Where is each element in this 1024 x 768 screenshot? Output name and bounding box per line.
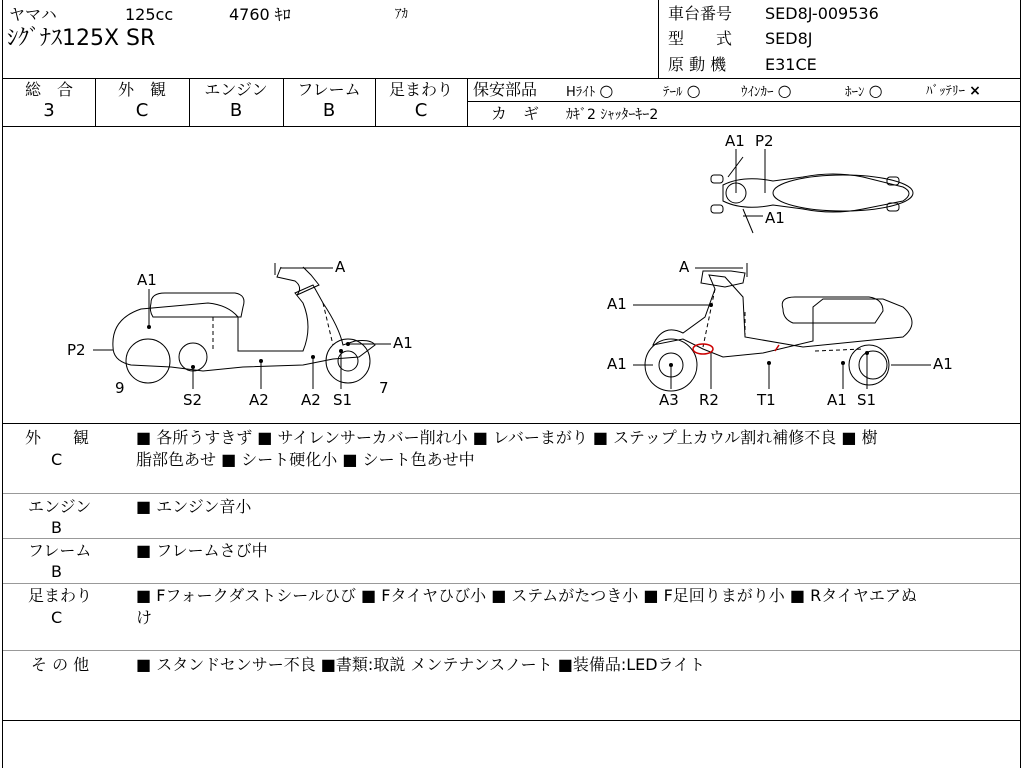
remark-line: ■ エンジン音小: [136, 497, 252, 516]
grade-exterior: C: [135, 100, 149, 121]
rule: [3, 583, 1020, 584]
left-label: S2: [183, 391, 203, 409]
rule-bottom: [3, 720, 1020, 721]
remark-grade-frame: B: [51, 562, 62, 581]
left-label: A1: [137, 271, 157, 289]
left-label: A2: [301, 391, 321, 409]
remark-text-frame: [136, 540, 268, 562]
frame-no-label: 車台番号: [668, 4, 733, 23]
grade-divider: [467, 78, 468, 126]
left-label: A2: [249, 391, 269, 409]
remark-title-suspension: 足まわり: [28, 586, 93, 605]
left-label: 7: [379, 379, 389, 397]
remark-line: ■ Fフォークダストシールひび ■ Fタイヤひび小 ■ ステムがたつき小 ■ F足回りまがり小 ■ Rタイヤエアぬ: [136, 586, 917, 605]
safety-headlight: Hﾗｲﾄ ○: [566, 81, 614, 100]
type-value: SED8J: [765, 29, 813, 48]
top-view-labels: [725, 132, 785, 227]
inspection-sheet: [2, 0, 1021, 768]
left-label: S1: [333, 391, 353, 409]
top-label: P2: [755, 132, 774, 150]
rule-header: [3, 78, 1020, 79]
remark-grade-exterior: C: [51, 450, 63, 469]
remark-title-exterior: 外 観: [25, 428, 90, 447]
right-label: A1: [933, 355, 953, 373]
engine-value: E31CE: [765, 55, 817, 74]
rule: [3, 493, 1020, 494]
right-label: A: [679, 258, 690, 276]
remark-grade-suspension: C: [51, 608, 63, 627]
model-name: ｼｸﾞﾅｽ125X SR: [7, 26, 156, 51]
remark-grade-engine: B: [51, 518, 62, 537]
remark-text-other: [136, 654, 705, 676]
top-label: A1: [725, 132, 745, 150]
frame-no: SED8J-009536: [765, 4, 879, 23]
displacement: 125cc: [125, 5, 174, 24]
engine-label: 原 動 機: [668, 55, 727, 74]
scooter-right-view: [645, 263, 912, 391]
remark-line: け: [136, 608, 153, 627]
grade-suspension: C: [414, 100, 428, 121]
left-label: 9: [115, 379, 125, 397]
remark-title-engine: エンジン: [28, 497, 92, 516]
safety-horn: ﾎｰﾝ ○: [845, 81, 883, 100]
grade-divider: [283, 78, 284, 126]
grade-header-total: 総 合: [24, 80, 73, 99]
key-value: ｶｷﾞ2 ｼｬｯﾀｰｷｰ2: [566, 107, 659, 123]
right-label: T1: [757, 391, 776, 409]
grade-divider: [189, 78, 190, 126]
safety-taillight: ﾃｰﾙ ○: [663, 81, 701, 100]
maker: ヤマハ: [9, 5, 57, 24]
rule: [3, 538, 1020, 539]
right-label: A1: [827, 391, 847, 409]
right-label: R2: [699, 391, 719, 409]
safety-battery: ﾊﾞｯﾃﾘｰ ×: [926, 83, 981, 99]
grade-divider: [375, 78, 376, 126]
remark-line: ■ 各所うすきず ■ サイレンサーカバー削れ小 ■ レバーまがり ■ ステップ上カウル割れ補修不良 ■ 樹: [136, 428, 878, 447]
header-divider: [658, 0, 659, 78]
color: ｱｶ: [395, 7, 408, 22]
remark-line: ■ フレームさび中: [136, 541, 268, 560]
grade-header-engine: エンジン: [204, 80, 268, 99]
remark-title-other: そ の 他: [31, 655, 90, 674]
remark-text-exterior: [136, 427, 878, 471]
top-label: A1: [765, 209, 785, 227]
remark-text-engine: [136, 496, 251, 518]
grade-header-suspension: 足まわり: [388, 80, 453, 99]
grade-total: 3: [43, 100, 55, 121]
rule: [3, 650, 1020, 651]
right-label: A1: [607, 355, 627, 373]
scooter-top-view: [711, 157, 913, 233]
right-label: S1: [857, 391, 877, 409]
left-label: A: [335, 258, 346, 276]
grade-frame: B: [322, 100, 336, 121]
grade-header-frame: フレーム: [297, 80, 361, 99]
type-label: 型 式: [668, 29, 733, 48]
right-label: A1: [607, 295, 627, 313]
mileage: 4760 ｷﾛ: [229, 5, 291, 24]
grade-header-exterior: 外 観: [117, 80, 166, 99]
grade-engine: B: [229, 100, 243, 121]
remark-line: 脂部色あせ ■ シート硬化小 ■ シート色あせ中: [136, 450, 475, 469]
remark-text-suspension: [136, 585, 917, 629]
left-label: A1: [393, 334, 413, 352]
remark-line: ■ スタンドセンサー不良 ■書類:取説 メンテナンスノート ■装備品:LEDライト: [136, 655, 706, 674]
rule-diagram: [3, 423, 1020, 424]
key-label: カ ギ: [491, 104, 540, 123]
right-view-labels: [607, 258, 953, 409]
remark-title-frame: フレーム: [28, 541, 92, 560]
grade-divider: [95, 78, 96, 126]
right-label: A3: [659, 391, 679, 409]
left-view-labels: [67, 258, 413, 409]
safety-label: 保安部品: [473, 80, 538, 99]
left-label: P2: [67, 341, 86, 359]
safety-winker: ｳｲﾝｶｰ ○: [741, 81, 792, 100]
damage-diagram: [3, 127, 1020, 423]
